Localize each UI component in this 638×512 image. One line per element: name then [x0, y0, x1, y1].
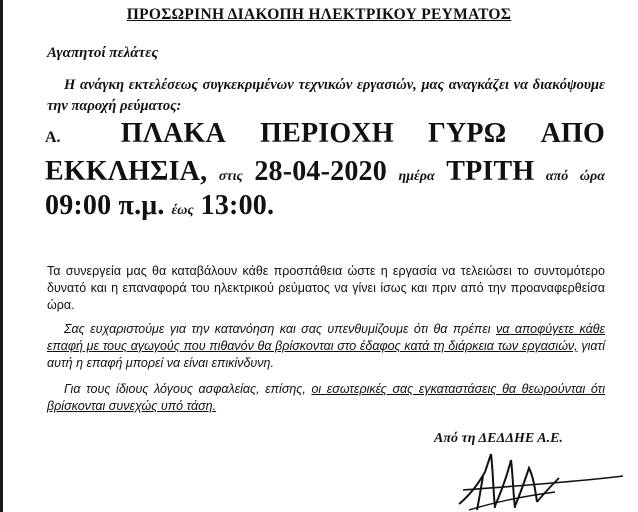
outage-line-time — [45, 190, 605, 224]
area-word: ΠΛΑΚΑ — [120, 118, 226, 149]
outage-day: ΤΡΙΤΗ — [446, 156, 535, 187]
day-label: ημέρα — [398, 169, 435, 184]
on-label: στις — [218, 169, 243, 184]
paragraph-repair-effort: Τα συνεργεία μας θα καταβάλουν κάθε προσπάθεια ώστε η εργασία να τελειώσει το συντομότερο δυνατό και η επαναφορά του ηλεκτρικού ρεύματος να γίνει ίσως και πριν από την προαναφερθείσα ώρα. — [47, 264, 605, 312]
area-word: ΠΕΡΙΟΧΗ — [260, 118, 394, 149]
area-word: ΑΠΟ — [540, 118, 605, 149]
outage-line-date — [45, 156, 605, 188]
until-label: έως — [171, 203, 194, 218]
item-letter: Α. — [45, 129, 61, 146]
paragraph2-underlined: να αποφύγετε κάθε επαφή με τους αγωγούς που πιθανόν θα βρίσκονται στο έδαφος κατά τη διάρκεια των εργασιών, — [47, 322, 605, 353]
time-start: 09:00 π.μ. — [45, 190, 165, 221]
outage-line-area — [45, 118, 605, 152]
hour-label: ώρα — [579, 169, 605, 184]
greeting: Αγαπητοί πελάτες — [47, 45, 159, 61]
paragraph-safety-warning — [47, 321, 605, 372]
area-end: ΕΚΚΛΗΣΙΑ, — [45, 156, 208, 187]
paragraph3-underlined: οι εσωτερικές σας εγκαταστάσεις θα θεωρούνται ότι βρίσκονται συνεχώς υπό τάση. — [47, 382, 605, 413]
paragraph2-tail: γιατί αυτή η επαφή μπορεί να είναι επικίνδυνη. — [47, 339, 605, 370]
page-left-edge — [0, 0, 3, 512]
paragraph3-lead: Για τους ίδιους λόγους ασφαλείας, επίσης, — [64, 382, 312, 396]
notice-title: ΠΡΟΣΩΡΙΝΗ ΔΙΑΚΟΠΗ ΗΛΕΚΤΡΙΚΟΥ ΡΕΥΜΑΤΟΣ — [126, 6, 512, 23]
handwritten-signature — [455, 446, 625, 512]
time-end: 13:00. — [200, 190, 275, 221]
signoff: Από τη ΔΕΔΔΗΕ Α.Ε. — [434, 431, 563, 446]
from-label: από — [545, 169, 569, 184]
outage-date: 28-04-2020 — [254, 156, 387, 187]
paragraph2-lead: Σας ευχαριστούμε για την κατανόηση και σας υπενθυμίζουμε ότι θα πρέπει — [64, 322, 496, 336]
intro-paragraph: Η ανάγκη εκτελέσεως συγκεκριμένων τεχνικών εργασιών, μας αναγκάζει να διακόψουμε την παροχή ρεύματος: — [47, 77, 605, 114]
outage-details — [45, 118, 605, 224]
paragraph-installations-live — [47, 381, 605, 415]
area-word: ΓΥΡΩ — [427, 118, 507, 149]
